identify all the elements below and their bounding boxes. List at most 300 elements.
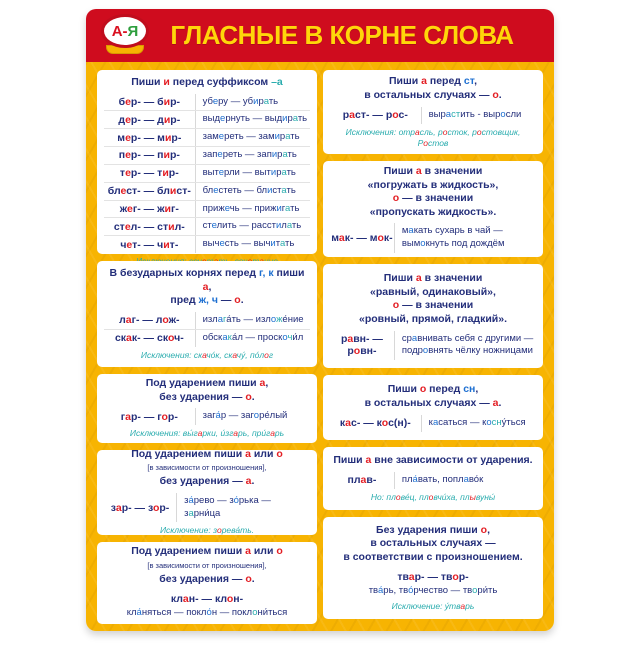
text-segment: изл [202,313,218,325]
text-segment: рнуть — выд [225,113,283,125]
examples-table [104,94,310,253]
text-segment: «ровный, прямой, гладкий». [358,312,507,325]
text-segment: р [258,95,264,107]
text-segment: а [115,501,122,514]
text-segment: о [216,525,222,536]
text-segment: стеть — бл [218,184,268,196]
text-segment: в значении [421,164,483,177]
text-segment: Исключения: отр [345,126,416,137]
text-segment: выч [202,238,220,250]
rule-card-zar-zor [97,447,317,536]
text-segment: Пиши [333,454,366,467]
text-segment: стовщик, Р [417,126,521,148]
exceptions-note [330,492,536,503]
poster-header [86,9,554,62]
text-segment: и [163,76,170,88]
root-pair [104,237,195,253]
table-row [104,408,310,425]
text-segment: е [212,95,219,107]
text-segment: о [419,383,427,396]
text-segment: без ударения — [159,475,246,488]
text-segment: г [268,349,274,360]
text-segment: в значении [421,271,483,284]
logo-dash: - [122,22,128,40]
text-segment: г- [171,202,179,215]
text-segment: н- — кл [188,593,227,606]
text-segment: а [202,349,207,360]
text-segment: внивать себя с другими — [417,332,534,344]
text-segment: е [219,238,225,250]
text-segment: рева́ть. [221,525,255,536]
text-segment: а [197,428,203,439]
text-segment: . [498,397,502,410]
text-segment: без ударения — [159,390,246,403]
exceptions-note [104,525,310,536]
root-pair [104,147,195,163]
text-segment: а [245,475,252,488]
text-segment: пиши [273,267,305,279]
text-segment: е [213,184,219,196]
table-row [104,312,310,330]
text-segment: ть [286,184,296,196]
text-segment: ст- [176,185,191,198]
example-words [394,472,536,489]
table-row [104,129,310,147]
text-segment: а [233,428,239,439]
examples-table [104,408,310,425]
text-segment: . [251,390,255,403]
text-segment: ть [290,202,300,214]
text-segment: и [162,167,169,180]
text-segment: зам [202,131,219,143]
example-words [195,312,310,329]
table-row [104,493,310,523]
text-segment: — в значении [399,192,474,205]
text-segment: р- [159,501,170,514]
text-segment: г [223,313,227,325]
text-segment: р [277,149,283,161]
text-segment: а [270,428,275,439]
text-segment: а [408,571,415,584]
text-segment: о [353,345,361,358]
text-segment: р- [458,571,469,584]
text-segment: ть [268,95,279,107]
text-segment: о [420,238,426,250]
text-segment: Пиши [387,383,420,396]
text-segment: рька — з [184,494,271,519]
text-segment: и [169,185,177,198]
text-segment: и [271,149,278,161]
example-words [195,111,310,128]
text-segment: е [125,149,131,162]
text-segment: ст [451,108,461,120]
text-segment: а [292,113,298,125]
text-segment: «равный, одинаковый», [370,285,496,298]
text-segment: о [492,89,499,102]
text-segment: а [445,108,452,120]
text-segment: к [428,416,433,428]
text-segment: вн- — р [347,333,383,358]
text-segment: е [125,131,131,144]
text-segment: «погружать в жидкость», [367,178,499,191]
text-segment: Пиши [131,76,164,88]
root-pair [104,165,195,181]
text-segment: м [117,131,126,144]
text-segment: е [125,113,131,126]
examples-table [330,331,536,361]
text-segment: к- [383,232,393,245]
table-row [330,331,536,361]
table-row [104,330,310,347]
rule-title [104,448,310,489]
logo-letter-ya: Я [127,22,139,40]
rule-card-ber-bir [97,70,317,254]
text-segment: о́ [206,607,212,619]
root-pair [104,219,195,235]
text-segment: а [415,164,422,177]
text-segment: о [472,585,478,597]
text-segment: или [250,447,277,460]
text-segment: реть — зам [224,131,275,143]
text-segment: а [463,473,469,485]
text-segment: о [428,491,434,502]
text-segment: о [423,137,428,148]
exceptions-note [104,428,310,439]
rule-title [330,454,536,468]
grammar-poster [86,9,554,631]
text-segment: а [202,280,209,293]
text-segment: т [119,167,126,180]
example-words [195,330,310,347]
root-pair [104,593,310,605]
text-segment: р [342,109,350,122]
text-segment: р- — п [130,149,164,162]
text-segment: ст [272,184,282,196]
text-segment: ы [469,491,476,502]
text-segment: а [125,410,131,423]
text-segment: а [279,238,286,250]
text-segment: а [433,416,439,428]
table-row [104,236,310,253]
text-segment: е [218,131,225,143]
examples-table [104,312,310,347]
root-pair [104,500,176,516]
text-segment: рь [274,428,285,439]
text-segment: , [475,383,479,396]
text-segment: и [163,96,171,109]
rule-title [330,272,536,327]
text-segment: а [245,545,251,558]
root-pair [104,94,195,110]
text-segment: о [253,410,260,422]
text-segment: р- — б [130,96,164,109]
text-segment: рли — выт [224,166,271,178]
text-segment: р [276,166,282,178]
text-segment: [в зависимости от произношения], [147,560,267,570]
text-segment: б [118,96,126,109]
text-segment: . [251,475,255,488]
text-segment: . [498,89,502,102]
text-segment: г [281,202,286,214]
text-segment: а [259,377,266,390]
text-segment: о [264,349,269,360]
text-segment: Под ударением пиши [131,545,246,558]
text-segment: р [279,131,286,143]
rule-card-plav [323,447,543,510]
text-segment: . [251,572,255,585]
example-words [195,218,310,235]
text-segment: р- — з [121,501,153,514]
text-segment: а [282,149,288,161]
rule-card-kas-kos [323,375,543,440]
text-segment: а [125,314,132,327]
rule-title [330,524,536,565]
text-segment: лить — расст [216,220,276,232]
text-segment: з [184,494,189,506]
table-row [330,223,536,253]
text-segment: е [120,185,127,198]
rule-card-ravn-rovn [323,264,543,368]
text-segment: а [245,447,251,460]
text-segment: кнуть под дождём [425,238,505,250]
table-row [104,94,310,112]
text-segment: к [339,417,346,430]
text-segment: д [118,113,126,126]
text-segment: а [222,331,228,343]
text-segment: к [227,331,233,343]
text-segment: вуны́ [475,491,496,502]
text-segment: л [281,220,287,232]
text-segment: а [492,397,499,410]
table-row [104,147,310,165]
text-segment: — в значении [399,299,474,312]
text-segment: вым [401,238,421,250]
text-segment: Исключения: вы́г [129,428,198,439]
text-segment: е [124,220,131,233]
text-segment: внять чёлку ножницами [428,345,533,357]
examples-table [330,107,536,124]
text-segment: о [486,416,492,428]
text-segment: — [217,294,235,307]
text-segment: вать, попл [417,473,464,485]
examples-table [330,415,536,432]
text-segment: рево — з [193,494,234,506]
text-segment: кл [170,593,183,606]
text-segment: л- — ст [130,220,169,233]
text-segment: з [110,501,116,514]
text-segment: кл [126,607,137,619]
examples-table [330,472,536,489]
root-pair [104,330,195,346]
rule-card-tvar-tvor [323,517,543,619]
text-segment: чу́, по́л [236,349,265,360]
text-segment: Исключения: ск [140,349,203,360]
text-segment: Пиши [383,164,416,177]
root-pair [330,415,421,431]
text-segment: ст [113,220,125,233]
table-row [104,111,310,129]
text-segment: –а [271,76,283,88]
example-words [195,408,310,425]
text-segment: сль, р [419,126,443,137]
text-segment: уб [202,95,213,107]
text-segment: сн [491,416,502,428]
text-segment: к- — ск [131,332,168,345]
text-segment: о [167,332,175,345]
text-segment: сн [463,383,476,396]
text-segment: В безударных корнях перед [109,267,260,279]
rule-title [104,76,310,90]
text-segment: е [125,167,131,180]
root-pair [104,112,195,128]
example-words [195,147,310,164]
text-segment: ст [463,75,475,88]
text-segment: бл [107,185,121,198]
text-segment: пл [347,474,361,487]
text-segment: а́ть — изл [226,313,271,325]
text-segment: н- [233,593,244,606]
text-segment: в соответствии с произношением. [343,550,523,563]
text-segment: саться — к [438,416,487,428]
text-segment: е [217,149,223,161]
text-segment: р- [167,410,178,423]
example-words [394,223,536,253]
text-segment: л [119,314,126,327]
text-segment: о [442,126,448,137]
text-segment: и [163,149,170,162]
text-segment: о [162,314,169,327]
text-segment: и [275,220,282,232]
text-segment: м [331,232,339,245]
text-segment: в остальных случаях — [370,537,496,550]
text-segment: а [345,417,351,430]
text-segment: г- — ж [132,202,165,215]
text-segment: а [232,349,237,360]
text-segment: рь, при́г [238,428,271,439]
text-segment: к- — м [344,232,378,245]
text-segment: т- — ч [132,238,164,251]
poster-body [86,62,554,631]
text-segment: а [338,232,345,245]
text-segment: сли [505,108,522,120]
text-segment: а [365,454,372,467]
example-words [421,415,536,432]
text-segment: тв [397,571,409,584]
text-segment: е [211,220,217,232]
text-segment: Пиши [388,75,422,88]
text-segment: и [276,202,282,214]
text-segment: о [270,313,277,325]
text-segment: Исключение: у́тв [391,601,461,612]
text-segment: ст [202,220,212,232]
text-segment: е [224,202,230,214]
text-segment: и [168,220,175,233]
text-segment: и [163,113,171,126]
text-segment: ж- [168,314,180,327]
text-segment: и [270,238,276,250]
text-segment: [в зависимости от произношения], [147,463,267,473]
text-segment: г, к [259,267,274,279]
root-pair [330,331,394,359]
text-segment: р- — м [130,131,165,144]
text-segment: Под ударением пиши [145,377,260,390]
text-segment: и́л [292,331,304,343]
table-row [104,165,310,183]
text-segment: тв [368,585,378,597]
text-segment: ни́ться [257,607,288,619]
text-segment: г [120,410,126,423]
a-ya-logo [99,14,151,54]
text-segment: ру — уб [218,95,254,107]
text-segment: рь [465,601,475,612]
exceptions-note [104,350,310,361]
text-segment: ри́ть [477,585,498,597]
text-segment: ср [401,332,412,344]
root-pair [104,312,195,328]
text-segment: а [360,474,367,487]
text-segment: обск [202,331,223,343]
text-segment: зап [202,149,218,161]
text-segment: а [411,332,418,344]
root-pair [330,472,394,488]
text-segment: подр [401,345,423,357]
examples-table [104,493,310,523]
text-segment: перед [426,75,464,88]
example-words [394,331,536,361]
text-segment: во́к [468,473,484,485]
text-segment: , [474,75,478,88]
text-segment: а [415,271,422,284]
text-segment: о [422,345,429,357]
text-segment: рни́ца [193,507,221,519]
example-words [195,94,310,111]
text-segment: о [392,299,400,312]
text-segment: с- — к [350,417,382,430]
text-segment: о [480,523,488,536]
text-segment: о [161,410,168,423]
text-segment: ч [287,331,293,343]
text-segment: а́л — проск [232,331,283,343]
text-segment: р- — д [130,113,164,126]
text-segment: рчество — тв [413,585,473,597]
text-segment: а [217,313,224,325]
text-segment: а [347,333,354,346]
text-segment: е [127,202,133,215]
text-segment: а [263,95,269,107]
text-segment: ст- — р [355,109,393,122]
text-segment: р- [170,113,181,126]
text-segment: н — покл [211,607,253,619]
text-segment: ть [290,131,300,143]
text-segment: а [415,126,420,137]
text-segment: р- — г [131,410,162,423]
text-segment: ск [114,332,127,345]
text-segment: о [476,126,482,137]
text-segment: о [395,491,401,502]
text-segment: о [392,109,399,122]
table-row [104,183,310,201]
text-segment: р [340,333,348,346]
text-segment: а́ [136,607,142,619]
text-segment: Исключение: з [159,525,217,536]
example-words [421,107,536,124]
example-words [195,183,310,200]
text-segment: Пиши [383,271,416,284]
text-segment: р- [170,96,181,109]
text-segment: кать сухарь в чай — [413,225,503,237]
text-segment: о [152,501,160,514]
text-segment: ж [119,202,128,215]
